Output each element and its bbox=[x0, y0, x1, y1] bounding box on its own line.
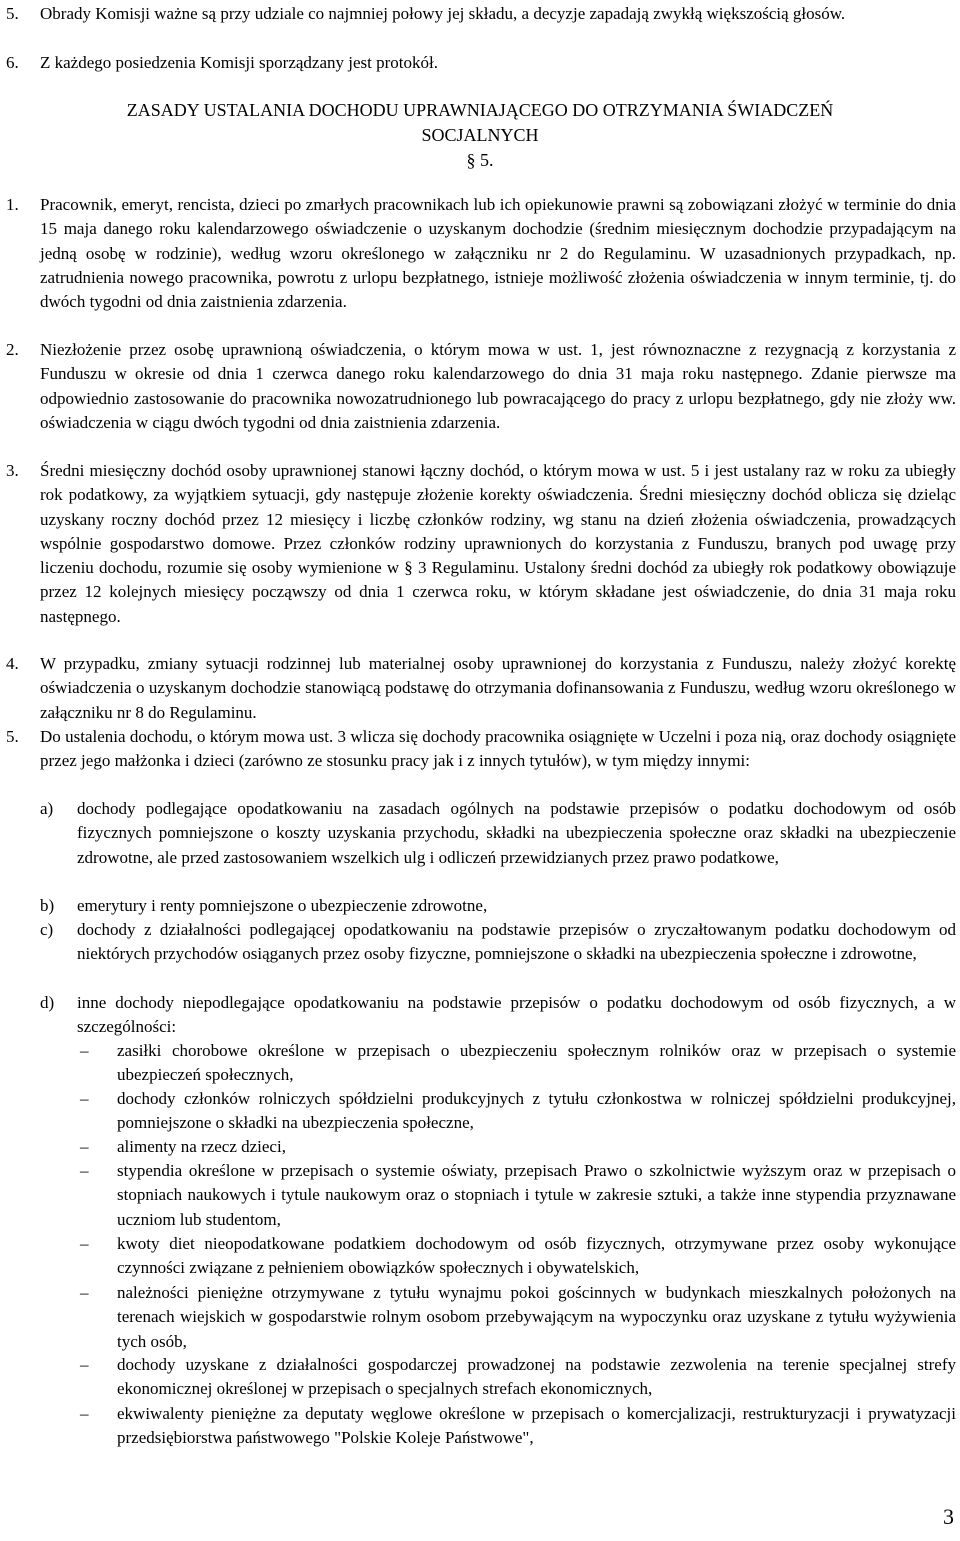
list-item bbox=[6, 652, 956, 725]
sub-item-text: dochody z działalności podlegającej opodatkowaniu na podstawie przepisów o zryczałtowanym podatku dochodowym od niektórych przychodów osiąganych przez osoby fizyczne, pomniejszone o składki na ubezpieczenia społeczne i zdrowotne, bbox=[77, 920, 956, 964]
sub-item bbox=[40, 991, 956, 1040]
page-number: 3 bbox=[943, 1504, 954, 1529]
dash-item bbox=[77, 1281, 956, 1354]
item-text: Do ustalenia dochodu, o którym mowa ust. 3 wlicza się dochody pracownika osiągnięte w Uczelni i poza nią, oraz dochody osiągnięte przez jego małżonka i dzieci (zarówno ze stosunku pracy jak i z innych tytułów), w tym między innymi: bbox=[40, 727, 956, 771]
dash-item bbox=[77, 1087, 956, 1136]
sub-item bbox=[40, 797, 956, 870]
sub-item bbox=[40, 894, 956, 918]
dash-item-text: kwoty diet nieopodatkowane podatkiem dochodowym od osób fizycznych, otrzymywane przez osoby wykonujące czynności związane z pełnieniem obowiązków społecznych i obywatelskich, bbox=[117, 1234, 956, 1278]
top-item bbox=[6, 2, 956, 26]
item-text: Pracownik, emeryt, rencista, dzieci po zmarłych pracownikach lub ich opiekunowie prawni są zobowiązani złożyć w terminie do dnia 15 maja danego roku kalendarzowego oświadczenie o uzyskanym dochodzie (średnim miesięcznym dochodzie przypadającym na jedną osobę w rodzinie), według wzoru określonego w załączniku nr 2 do Regulaminu. W uzasadnionych przypadkach, np. zatrudnienia nowego pracownika, powrotu z urlopu bezpłatnego, istnieje możliwość złożenia oświadczenia w innym terminie, tj. do dwóch tygodni od dnia zaistnienia zdarzenia. bbox=[40, 195, 956, 312]
dash-item bbox=[77, 1135, 956, 1159]
item-number: 1. bbox=[6, 195, 19, 214]
item-text: Obrady Komisji ważne są przy udziale co najmniej połowy jej składu, a decyzje zapadają zwykłą większością głosów. bbox=[40, 4, 846, 23]
sub-item-label: c) bbox=[40, 920, 54, 939]
dash-item-text: ekwiwalenty pieniężne za deputaty węglowe określone w przepisach o komercjalizacji, restrukturyzacji i prywatyzacji przedsiębiorstwa państwowego "Polskie Koleje Państwowe", bbox=[117, 1404, 956, 1448]
dash-bullet: – bbox=[80, 1161, 89, 1180]
item-number: 5. bbox=[6, 4, 19, 23]
list-item bbox=[6, 725, 956, 774]
item-text: Niezłożenie przez osobę uprawnioną oświadczenia, o którym mowa w ust. 1, jest równoznaczne z rezygnacją z korzystania z Funduszu w okresie od dnia 1 czerwca danego roku kalendarzowego do dnia 31 maja roku następnego. Zdanie pierwsze ma odpowiednio zastosowanie do pracownika nowozatrudnionego lub powracającego do pracy z urlopu bezpłatnego, gdy nie złoży ww. oświadczenia w ciągu dwóch tygodni od dnia zaistnienia zdarzenia. bbox=[40, 340, 956, 432]
dash-bullet: – bbox=[80, 1355, 89, 1374]
item-number: 5. bbox=[6, 727, 19, 746]
item-number: 3. bbox=[6, 461, 19, 480]
dash-item bbox=[77, 1353, 956, 1402]
item-text: W przypadku, zmiany sytuacji rodzinnej lub materialnej osoby uprawnionej do korzystania z Funduszu, należy złożyć korektę oświadczenia o uzyskanym dochodzie stanowiącą podstawę do otrzymania dofinansowania z Funduszu, według wzoru określonego w załączniku nr 8 do Regulaminu. bbox=[40, 654, 956, 722]
section-heading-line2: SOCJALNYCH bbox=[421, 125, 539, 145]
item-text: Z każdego posiedzenia Komisji sporządzany jest protokół. bbox=[40, 53, 438, 72]
section-heading-line1: ZASADY USTALANIA DOCHODU UPRAWNIAJĄCEGO DO OTRZYMANIA ŚWIADCZEŃ bbox=[126, 100, 834, 120]
dash-bullet: – bbox=[80, 1089, 89, 1108]
list-item bbox=[6, 459, 956, 629]
dash-bullet: – bbox=[80, 1137, 89, 1156]
dash-item-text: dochody uzyskane z działalności gospodarczej prowadzonej na podstawie zezwolenia na terenie specjalnej strefy ekonomicznej określonej w przepisach o specjalnych strefach ekonomicznych, bbox=[117, 1355, 956, 1399]
dash-bullet: – bbox=[80, 1041, 89, 1060]
item-number: 2. bbox=[6, 340, 19, 359]
dash-item bbox=[77, 1402, 956, 1451]
sub-item-text: emerytury i renty pomniejszone o ubezpieczenie zdrowotne, bbox=[77, 896, 488, 915]
dash-item-text: alimenty na rzecz dzieci, bbox=[117, 1137, 286, 1156]
dash-item-text: stypendia określone w przepisach o systemie oświaty, przepisach Prawo o szkolnictwie wyższym oraz w przepisach o stopniach naukowych i tytule naukowym oraz o stopniach i tytule w zakresie sztuki, a także inne stypendia przyznawane uczniom lub studentom, bbox=[117, 1161, 956, 1229]
sub-item bbox=[40, 918, 956, 967]
dash-bullet: – bbox=[80, 1234, 89, 1253]
sub-item-label: d) bbox=[40, 993, 55, 1012]
section-number: § 5. bbox=[466, 150, 494, 170]
dash-item-text: dochody członków rolniczych spółdzielni produkcyjnych z tytułu członkostwa w rolniczej spółdzielni produkcyjnej, pomniejszone o składki na ubezpieczenia społeczne, bbox=[117, 1089, 956, 1133]
sub-item-label: b) bbox=[40, 896, 55, 915]
sub-item-text: inne dochody niepodlegające opodatkowaniu na podstawie przepisów o podatku dochodowym od osób fizycznych, a w szczególności: bbox=[77, 993, 956, 1037]
item-number: 6. bbox=[6, 53, 19, 72]
top-item bbox=[6, 51, 956, 75]
list-item bbox=[6, 338, 956, 435]
list-item bbox=[6, 193, 956, 314]
sub-item-text: dochody podlegające opodatkowaniu na zasadach ogólnych na podstawie przepisów o podatku dochodowym od osób fizycznych pomniejszone o koszty uzyskania przychodu, składki na ubezpieczenia społeczne oraz składki na ubezpieczenie zdrowotne, ale przed zastosowaniem wszelkich ulg i odliczeń przewidzianych przez prawo podatkowe, bbox=[77, 799, 956, 867]
dash-item-text: należności pieniężne otrzymywane z tytułu wynajmu pokoi gościnnych w budynkach mieszkalnych położonych na terenach wiejskich w gospodarstwie rolnym osobom przebywającym na wypoczynku oraz uzyskane z tytułu wyżywienia tych osób, bbox=[117, 1283, 956, 1351]
dash-bullet: – bbox=[80, 1404, 89, 1423]
item-number: 4. bbox=[6, 654, 19, 673]
dash-bullet: – bbox=[80, 1283, 89, 1302]
sub-item-label: a) bbox=[40, 799, 54, 818]
dash-item bbox=[77, 1039, 956, 1088]
dash-item bbox=[77, 1159, 956, 1232]
dash-item bbox=[77, 1232, 956, 1281]
dash-item-text: zasiłki chorobowe określone w przepisach o ubezpieczeniu społecznym rolników oraz w przepisach o systemie ubezpieczeń społecznych, bbox=[117, 1041, 956, 1085]
item-text: Średni miesięczny dochód osoby uprawnionej stanowi łączny dochód, o którym mowa w ust. 5 i jest ustalany raz w roku za ubiegły rok podatkowy, za wyjątkiem sytuacji, gdy następuje złożenie korekty oświadczenia. Średni miesięczny dochód oblicza się dzieląc uzyskany roczny dochód przez 12 miesięcy i liczbę członków rodziny, wg stanu na dzień złożenia oświadczenia, prowadzących wspólnie gospodarstwo domowe. Przez członków rodziny uprawnionych do korzystania z Funduszu, branych pod uwagę przy liczeniu dochodu, rozumie się osoby wymienione w § 3 Regulaminu. Ustalony średni dochód za ubiegły rok podatkowy obowiązuje przez 12 kolejnych miesięcy począwszy od dnia 1 czerwca roku, w którym składane jest oświadczenie, do dnia 31 maja roku następnego. bbox=[40, 461, 956, 626]
